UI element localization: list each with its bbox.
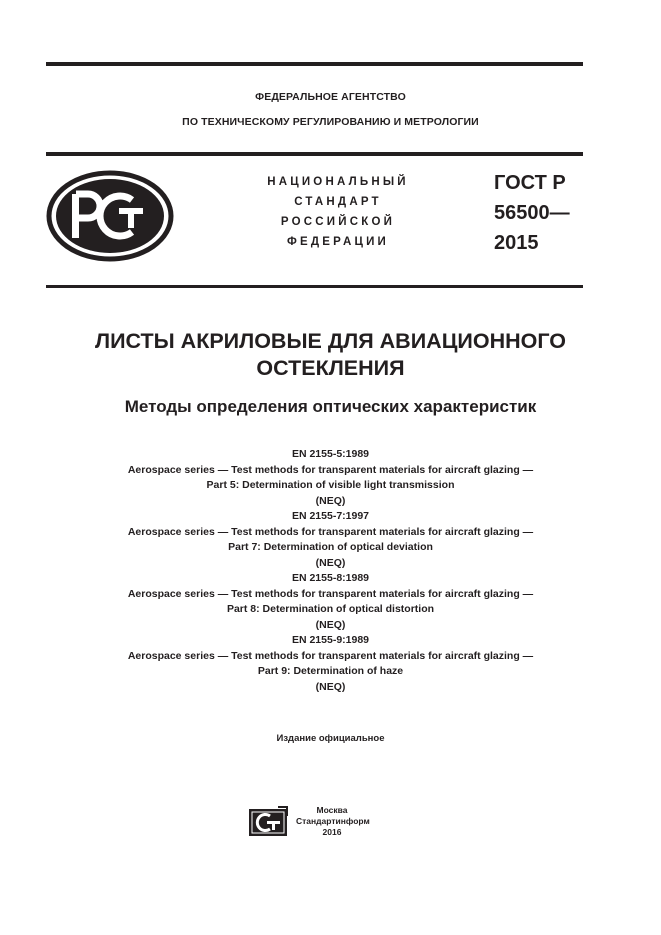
designation-year: 2015	[494, 232, 539, 254]
reference-part: Part 9: Determination of haze	[257, 665, 404, 677]
document-title	[0, 328, 661, 382]
reference-degree: (NEQ)	[315, 618, 346, 631]
agency-line-1: ФЕДЕРАЛЬНОЕ АГЕНТСТВО	[255, 91, 406, 103]
reference-code: EN 2155-7:1997	[291, 510, 370, 522]
title-line-2: ОСТЕКЛЕНИЯ	[256, 356, 405, 380]
standard-label-line: ФЕДЕРАЦИИ	[286, 236, 390, 248]
reference-series: Aerospace series — Test methods for transparent materials for aircraft glazing —	[127, 649, 534, 662]
reference-degree: (NEQ)	[315, 494, 346, 507]
reference-part: Part 7: Determination of optical deviation	[228, 541, 433, 553]
reference-block	[0, 447, 661, 509]
reference-degree: (NEQ)	[315, 556, 346, 569]
standard-designation	[494, 168, 570, 258]
reference-code: EN 2155-5:1989	[291, 448, 370, 460]
publisher-name: Стандартинформ	[296, 816, 370, 826]
standard-label-line: РОССИЙСКОЙ	[280, 216, 396, 228]
reference-block	[0, 509, 661, 571]
document-subtitle: Методы определения оптических характеристик	[124, 397, 537, 416]
title-line-1: ЛИСТЫ АКРИЛОВЫЕ ДЛЯ АВИАЦИОННОГО	[95, 329, 566, 353]
reference-code: EN 2155-9:1989	[291, 634, 370, 646]
reference-part: Part 8: Determination of optical distortion	[226, 603, 435, 615]
publisher-info	[296, 805, 368, 838]
publisher-year: 2016	[322, 827, 342, 837]
top-rule	[46, 62, 583, 66]
reference-list	[0, 447, 661, 695]
reference-degree: (NEQ)	[315, 680, 346, 693]
agency-line-2: ПО ТЕХНИЧЕСКОМУ РЕГУЛИРОВАНИЮ И МЕТРОЛОГИИ	[182, 116, 479, 128]
designation-number: 56500—	[494, 202, 570, 224]
reference-part: Part 5: Determination of visible light transmission	[206, 479, 455, 491]
gost-r-certification-mark-icon	[46, 170, 174, 262]
header-rule	[46, 152, 583, 156]
standard-label-line: СТАНДАРТ	[294, 196, 382, 208]
designation-prefix: ГОСТ Р	[494, 172, 566, 194]
reference-series: Aerospace series — Test methods for transparent materials for aircraft glazing —	[127, 525, 534, 538]
standard-label	[228, 172, 448, 252]
reference-series: Aerospace series — Test methods for transparent materials for aircraft glazing —	[127, 587, 534, 600]
reference-series: Aerospace series — Test methods for transparent materials for aircraft glazing —	[127, 463, 534, 476]
standard-label-line: НАЦИОНАЛЬНЫЙ	[267, 176, 409, 188]
reference-block	[0, 633, 661, 695]
reference-code: EN 2155-8:1989	[291, 572, 370, 584]
logo-rule	[46, 285, 583, 288]
publisher-city: Москва	[316, 805, 348, 815]
edition-note: Издание официальное	[276, 733, 385, 744]
standartinform-logo-icon	[248, 806, 288, 838]
reference-block	[0, 571, 661, 633]
